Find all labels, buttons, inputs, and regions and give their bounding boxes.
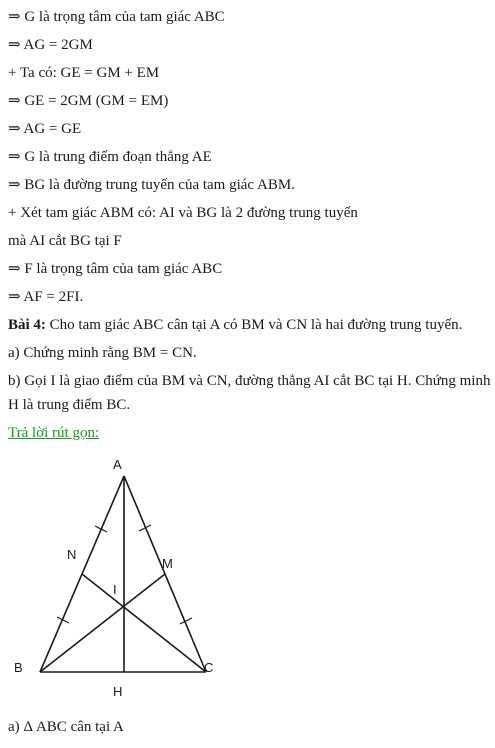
text-line: ⇒ GE = 2GM (GM = EM) (8, 93, 169, 109)
text-line: mà AI cắt BG tại F (8, 233, 122, 249)
label-n: N (67, 547, 77, 562)
text-line: + Xét tam giác ABM có: AI và BG là 2 đường trung tuyến (8, 205, 358, 221)
exercise-4-text: Cho tam giác ABC cân tại A có BM và CN là hai đường trung tuyến. (45, 317, 463, 333)
text-line: ⇒ F là trọng tâm của tam giác ABC (8, 261, 223, 277)
text-line: ⇒ AF = 2FI. (8, 289, 84, 305)
text-line: ⇒ BG là đường trung tuyến của tam giác ABM. (8, 177, 295, 193)
label-a: A (113, 457, 122, 472)
label-i: I (113, 582, 117, 597)
exercise-4-statement (8, 316, 462, 334)
text-line: ⇒ AG = GE (8, 121, 82, 137)
exercise-4-part-b: b) Gọi I là giao điểm của BM và CN, đường thẳng AI cắt BC tại H. Chứng minh (8, 373, 491, 389)
answer-part-a: a) Δ ABC cân tại A (8, 719, 124, 735)
label-c: C (204, 660, 214, 675)
median-bm (40, 574, 165, 672)
short-answer-link[interactable]: Trả lời rút gọn: (8, 425, 100, 441)
text-line: ⇒ G là trọng tâm của tam giác ABC (8, 9, 225, 25)
median-cn (82, 574, 206, 672)
exercise-4-part-b-continued: H là trung điểm BC. (8, 397, 131, 413)
label-b: B (14, 660, 23, 675)
text-line: ⇒ AG = 2GM (8, 37, 93, 53)
exercise-4-label: Bài 4: (8, 317, 46, 333)
text-line: ⇒ G là trung điểm đoạn thẳng AE (8, 149, 212, 165)
exercise-4-part-a: a) Chứng minh rằng BM = CN. (8, 345, 197, 361)
text-line: + Ta có: GE = GM + EM (8, 65, 160, 81)
triangle-figure (0, 452, 240, 712)
label-h: H (113, 684, 123, 699)
label-m: M (162, 556, 173, 571)
